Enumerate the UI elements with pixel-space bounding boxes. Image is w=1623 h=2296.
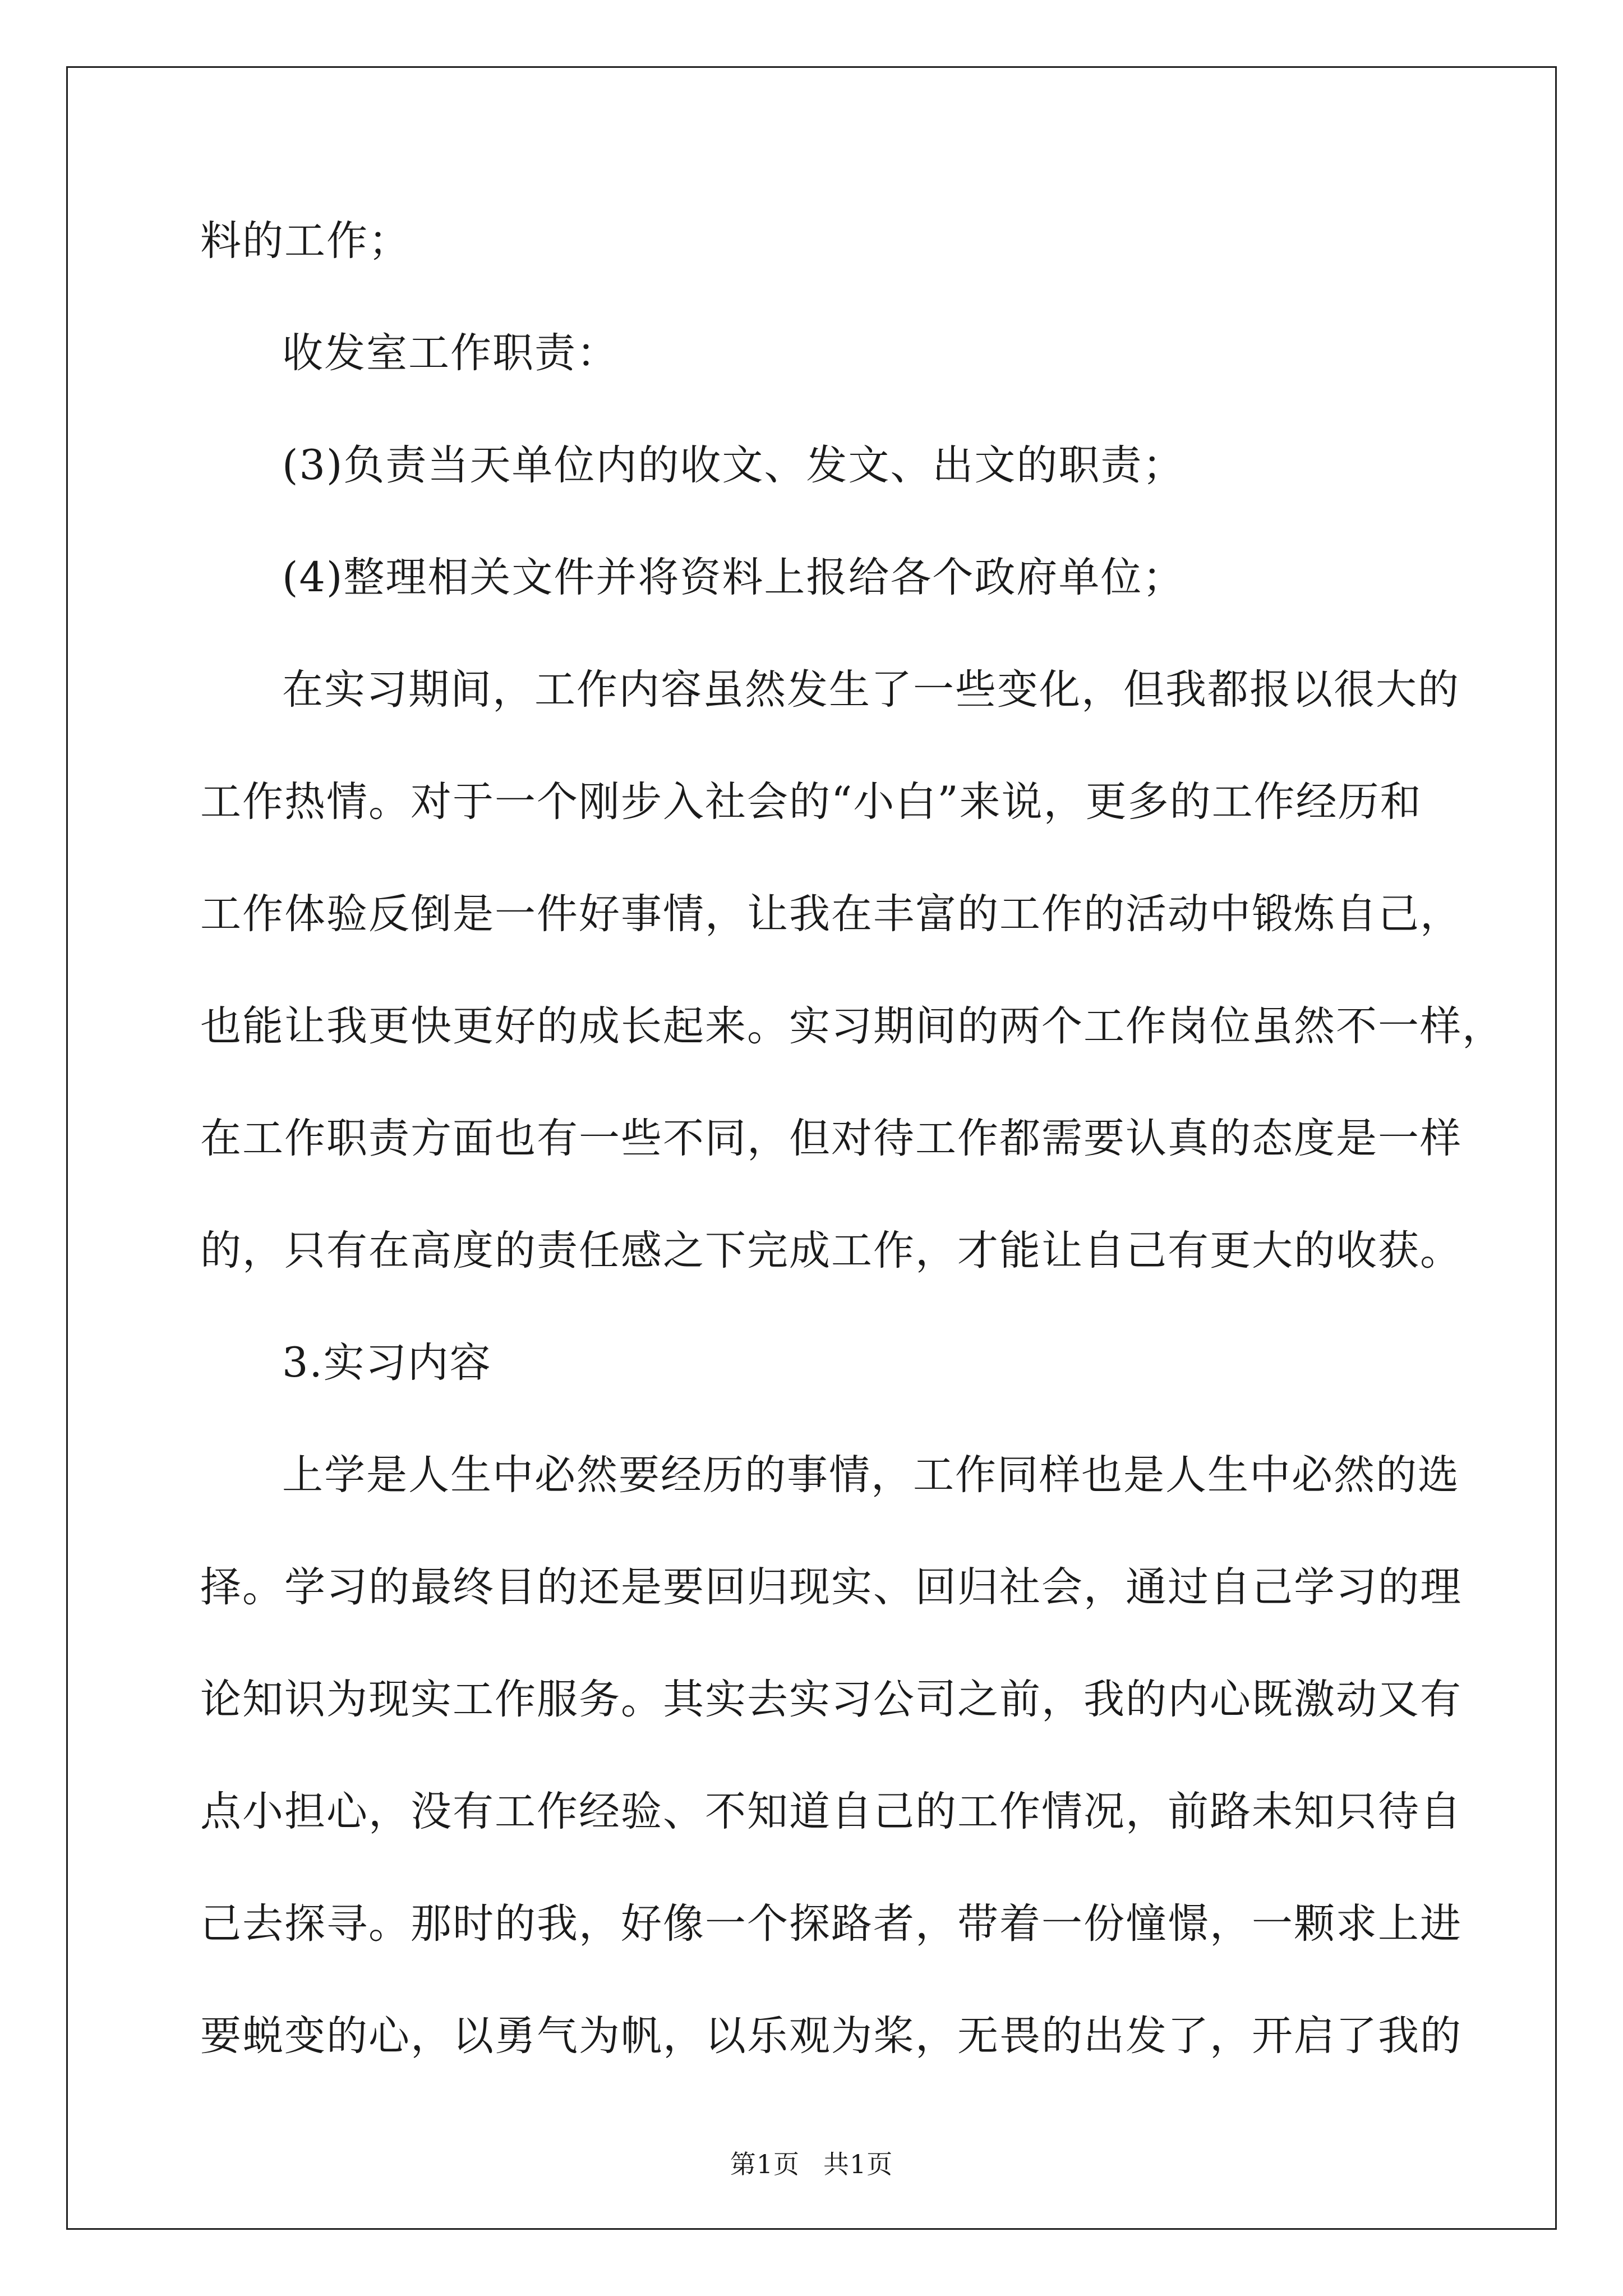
text-line: 料的工作； [200, 217, 411, 265]
section-heading: 3.实习内容 [282, 1339, 492, 1387]
section-heading: 收发室工作职责： [282, 329, 619, 377]
paragraph-line: 点小担心，没有工作经验、不知道自己的工作情况，前路未知只待自 [200, 1788, 1462, 1835]
list-item: (4)整理相关文件并将资料上报给各个政府单位； [282, 554, 1185, 601]
paragraph-line: 的，只有在高度的责任感之下完成工作，才能让自己有更大的收获。 [200, 1227, 1462, 1274]
paragraph-line: 工作体验反倒是一件好事情，让我在丰富的工作的活动中锻炼自己， [200, 890, 1462, 938]
paragraph-line: 择。学习的最终目的还是要回归现实、回归社会，通过自己学习的理 [200, 1563, 1462, 1611]
paragraph-line: 己去探寻。那时的我，好像一个探路者，带着一份憧憬，一颗求上进 [200, 1900, 1462, 1948]
paragraph-line: 也能让我更快更好的成长起来。实习期间的两个工作岗位虽然不一样， [200, 1002, 1504, 1050]
page-footer [0, 2147, 1623, 2181]
list-item: (3)负责当天单位内的收文、发文、出文的职责； [282, 441, 1185, 489]
paragraph-line: 论知识为现实工作服务。其实去实习公司之前，我的内心既激动又有 [200, 1676, 1462, 1723]
paragraph-line: 上学是人生中必然要经历的事情，工作同样也是人生中必然的选 [282, 1451, 1460, 1499]
page-total: 共1页 [823, 2149, 893, 2179]
paragraph-line: 要蜕变的心，以勇气为帆，以乐观为桨，无畏的出发了，开启了我的 [200, 2012, 1462, 2060]
paragraph-line: 在实习期间，工作内容虽然发生了一些变化，但我都报以很大的 [282, 666, 1460, 714]
paragraph-line: 工作热情。对于一个刚步入社会的“小白”来说，更多的工作经历和 [200, 778, 1422, 826]
page-number: 第1页 [730, 2149, 800, 2179]
paragraph-line: 在工作职责方面也有一些不同，但对待工作都需要认真的态度是一样 [200, 1115, 1462, 1162]
